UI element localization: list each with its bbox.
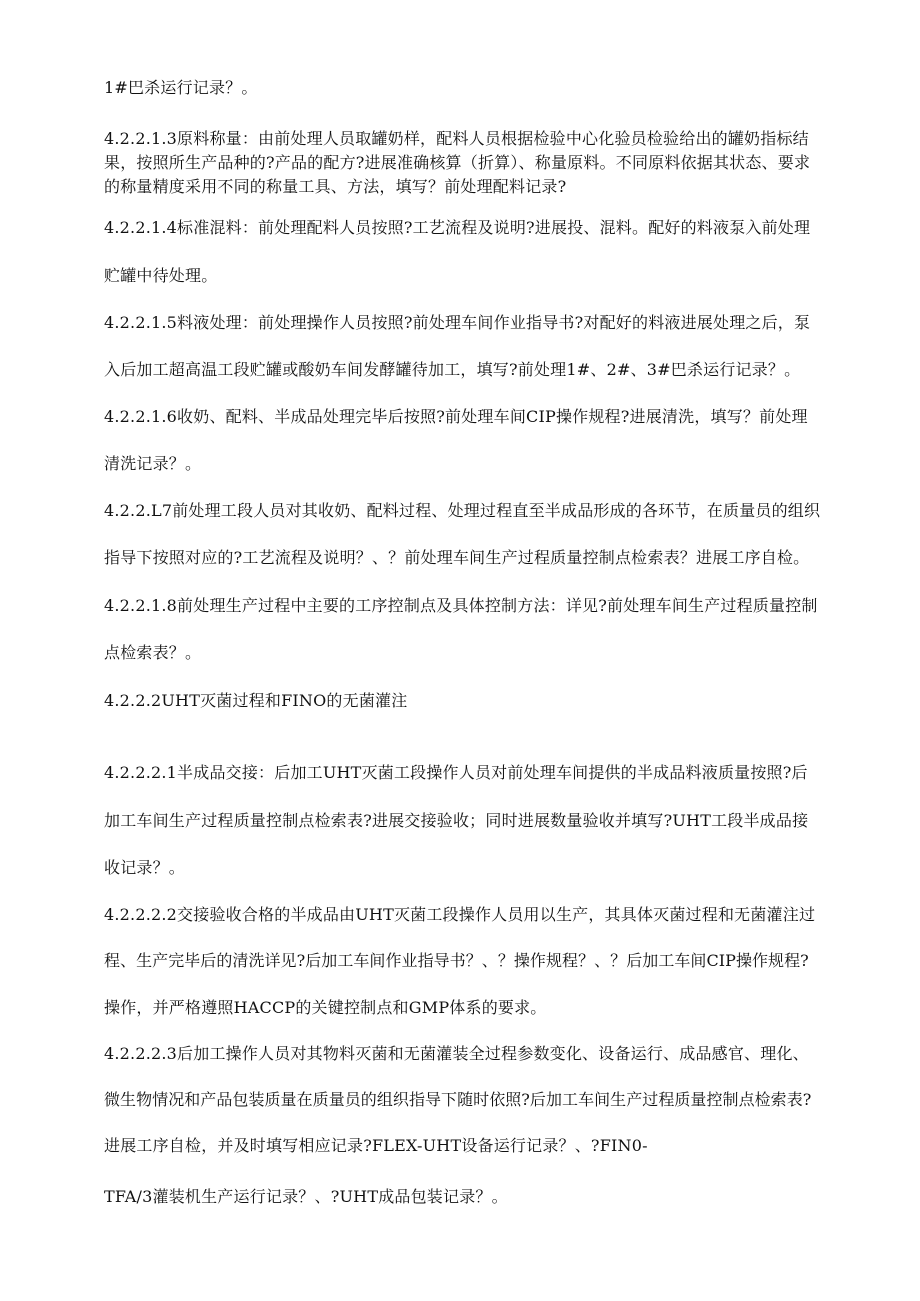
text-line: 4.2.2.2.1半成品交接：后加工UHT灭菌工段操作人员对前处理车间提供的半成品料液质量按照?后: [104, 763, 808, 782]
text-line: 进展工序自检，并及时填写相应记录?FLEX-UHT设备运行记录？、?FIN0-: [104, 1136, 648, 1155]
text-line: 4.2.2.L7前处理工段人员对其收奶、配料过程、处理过程直至半成品形成的各环节，在质量员的组织: [104, 501, 821, 520]
text-line: 操作，并严格遵照HACCP的关键控制点和GMP体系的要求。: [104, 998, 547, 1017]
text-line: 4.2.2.1.6收奶、配料、半成品处理完毕后按照?前处理车间CIP操作规程?进展清洗，填写？前处理: [104, 407, 808, 426]
text-line: 的称量精度采用不同的称量工具、方法，填写？前处理配料记录?: [104, 177, 567, 196]
text-line: 果，按照所生产品种的?产品的配方?进展准确核算（折算）、称量原料。不同原料依据其状态、要求: [104, 153, 811, 172]
text-line: 4.2.2.1.4标准混料：前处理配料人员按照?工艺流程及说明?进展投、混料。配好的料液泵入前处理: [104, 218, 811, 237]
text-line: 收记录？。: [104, 858, 186, 877]
text-line: 4.2.2.1.3原料称量：由前处理人员取罐奶样，配料人员根据检验中心化验员检验给出的罐奶指标结: [104, 129, 809, 148]
text-line: 加工车间生产过程质量控制点检索表?进展交接验收；同时进展数量验收并填写?UHT工段半成品接: [104, 811, 809, 830]
section-heading: 4.2.2.2UHT灭菌过程和FINO的无菌灌注: [104, 691, 408, 710]
text-line: 4.2.2.1.8前处理生产过程中主要的工序控制点及具体控制方法：详见?前处理车间生产过程质量控制: [104, 596, 818, 615]
text-line: 贮罐中待处理。: [104, 266, 218, 285]
text-line: 4.2.2.1.5料液处理：前处理操作人员按照?前处理车间作业指导书?对配好的料液进展处理之后，泵: [104, 313, 811, 332]
text-line: 微生物情况和产品包装质量在质量员的组织指导下随时依照?后加工车间生产过程质量控制点检索表?: [104, 1090, 812, 1109]
text-line: 4.2.2.2.2交接验收合格的半成品由UHT灭菌工段操作人员用以生产，其具体灭菌过程和无菌灌注过: [104, 905, 816, 924]
text-line: 1#巴杀运行记录？。: [104, 78, 258, 97]
text-line: 清洗记录？。: [104, 454, 202, 473]
text-line: 程、生产完毕后的清洗详见?后加工车间作业指导书？、？操作规程？、？后加工车间CIP操作规程?: [104, 951, 809, 970]
text-line: 4.2.2.2.3后加工操作人员对其物料灭菌和无菌灌装全过程参数变化、设备运行、成品感官、理化、: [104, 1044, 809, 1063]
text-line: 点检索表？。: [104, 643, 202, 662]
text-line: 指导下按照对应的?工艺流程及说明？、？前处理车间生产过程质量控制点检索表？进展工序自检。: [104, 548, 810, 567]
text-line: TFA/3灌装机生产运行记录？、?UHT成品包装记录？。: [104, 1187, 508, 1206]
text-line: 入后加工超高温工段贮罐或酸奶车间发酵罐待加工，填写?前处理1#、2#、3#巴杀运行记录？。: [104, 360, 801, 379]
